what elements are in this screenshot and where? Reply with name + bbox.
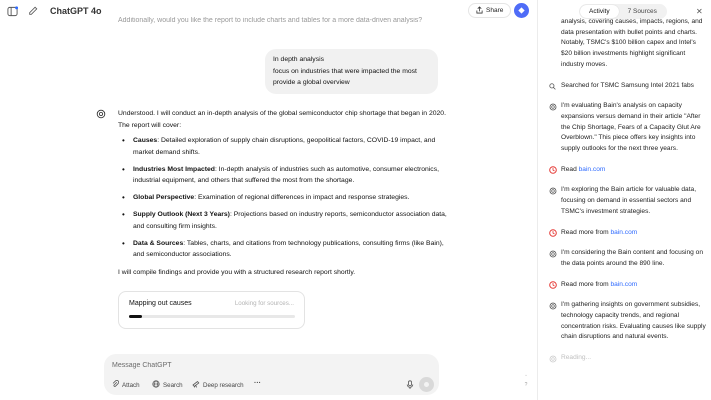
activity-item — [548, 165, 708, 176]
model-selector[interactable]: ChatGPT 4o — [50, 6, 102, 16]
attach-label: Attach — [122, 381, 140, 389]
list-item — [118, 192, 448, 204]
voice-mode-icon — [424, 382, 429, 387]
message-input[interactable] — [112, 359, 412, 371]
share-label: Share — [486, 7, 504, 14]
tab-sources[interactable]: 7 Sources — [627, 8, 657, 15]
activity-item — [548, 248, 708, 269]
list-item — [118, 209, 448, 232]
bullet-text: : Projections based on industry reports, semiconductor association data, and consulting firm insights. — [133, 211, 447, 230]
deep-research-button[interactable] — [192, 380, 244, 390]
bullet-text: : In-depth analysis of industries such as automotive, consumer electronics, industrial equipment, and others that suffered the most from the shortage. — [133, 165, 439, 184]
thinking-icon — [548, 249, 557, 258]
source-icon — [548, 281, 557, 290]
assistant-avatar-icon — [96, 109, 106, 119]
bullet-title: Supply Outlook (Next 3 Years) — [133, 211, 230, 218]
assistant-bullet-list — [118, 135, 448, 261]
tab-activity[interactable]: Activity — [580, 5, 619, 18]
activity-item — [548, 17, 708, 71]
activity-feed — [548, 17, 708, 364]
activity-item — [548, 228, 708, 239]
microphone-icon[interactable] — [406, 380, 414, 390]
research-progress-card[interactable] — [118, 291, 305, 329]
source-icon — [548, 229, 557, 238]
activity-text: Read more from — [561, 280, 611, 288]
activity-text: Reading... — [561, 354, 592, 362]
activity-text: analysis, covering causes, impacts, regions, and data presentation with bullet points and charts. Notably, TSMC's $100 billion capex and Intel's $20 billion investments highlight significant industry moves. — [561, 18, 703, 68]
activity-item — [548, 280, 708, 291]
bullet-text: : Examination of regional differences in impact and response strategies. — [194, 194, 410, 201]
activity-text: Read — [561, 165, 579, 173]
user-message-line: provide a global overview — [273, 79, 350, 86]
progress-status: Looking for sources... — [234, 300, 294, 307]
user-avatar[interactable] — [514, 3, 529, 18]
help-controls — [522, 372, 530, 390]
new-chat-icon[interactable] — [27, 5, 39, 17]
previous-message-tail: Additionally, would you like the report to include charts and tables for a more data-driven analysis? — [118, 17, 423, 24]
search-icon — [548, 82, 557, 91]
sidebar-toggle-icon[interactable] — [6, 5, 18, 17]
loading-icon — [548, 354, 557, 363]
bullet-title: Global Perspective — [133, 194, 195, 201]
activity-text: Read more from — [561, 228, 611, 236]
thinking-icon — [548, 186, 557, 195]
source-link[interactable]: bain.com — [610, 228, 638, 236]
bullet-text: : Tables, charts, and citations from technology publications, consulting firms (like Bain), and semiconductor associations. — [133, 239, 444, 258]
activity-text: I'm gathering insights on government subsidies, technology capacity trends, and regional concentration risks. Evaluating causes like supply chain disruptions and natural events. — [561, 301, 706, 341]
message-composer — [104, 354, 439, 395]
settings-icon[interactable]: ◦ — [525, 373, 527, 379]
thinking-icon — [548, 301, 557, 310]
source-link[interactable]: bain.com — [578, 165, 606, 173]
list-item — [118, 164, 448, 187]
search-button[interactable] — [152, 380, 183, 390]
thinking-icon — [548, 102, 557, 111]
paperclip-icon — [112, 380, 119, 390]
activity-text: I'm exploring the Bain article for valuable data, focusing on demand in essential sectors and TSMC's investment strategies. — [561, 186, 697, 215]
bullet-title: Data & Sources — [133, 239, 184, 247]
progress-bar-fill — [129, 315, 142, 318]
telescope-icon — [192, 380, 200, 390]
share-button[interactable] — [468, 3, 511, 18]
activity-item — [548, 353, 708, 364]
user-message — [265, 49, 438, 94]
bullet-title: Causes — [133, 137, 158, 144]
activity-text: I'm considering the Bain content and focusing on the data points around the 890 line. — [561, 249, 704, 267]
more-tools-button[interactable]: ··· — [254, 380, 261, 387]
close-icon[interactable]: ✕ — [696, 7, 703, 16]
attach-button[interactable] — [112, 380, 140, 390]
search-label: Search — [163, 381, 183, 389]
activity-panel — [537, 0, 711, 400]
globe-icon — [152, 380, 160, 390]
progress-title: Mapping out causes — [129, 300, 192, 307]
activity-item — [548, 81, 708, 92]
bullet-title: Industries Most Impacted — [133, 165, 215, 173]
assistant-intro: Understood. I will conduct an in-depth analysis of the global semiconductor chip shortage that began in 2020. The report will cover: — [118, 110, 446, 129]
source-icon — [548, 166, 557, 175]
list-item — [118, 238, 448, 261]
user-message-line: focus on industries that were impacted the most — [273, 67, 417, 75]
activity-item — [548, 101, 708, 155]
source-link[interactable]: bain.com — [610, 280, 638, 288]
activity-text: Searched for TSMC Samsung Intel 2021 fabs — [561, 81, 694, 89]
assistant-closing: I will compile findings and provide you with a structured research report shortly. — [118, 268, 356, 276]
list-item — [118, 135, 448, 158]
activity-text: I'm evaluating Bain's analysis on capacity expansions versus demand in their article "After the Chip Shortage, Fears of a Capacity Glut Are Overblown." This piece offers key insights into supply outlooks for the next three years. — [561, 102, 701, 153]
bullet-text: : Detailed exploration of supply chain disruptions, geopolitical factors, COVID-19 impact, and market demand shifts. — [133, 137, 436, 156]
user-message-line: In depth analysis — [273, 56, 325, 63]
activity-item — [548, 185, 708, 217]
help-icon[interactable]: ? — [524, 382, 528, 388]
assistant-message — [118, 108, 448, 282]
share-icon — [476, 6, 483, 16]
activity-item — [548, 300, 708, 343]
deep-research-label: Deep research — [203, 381, 244, 389]
voice-mode-button[interactable] — [419, 377, 434, 392]
progress-bar — [129, 315, 295, 318]
